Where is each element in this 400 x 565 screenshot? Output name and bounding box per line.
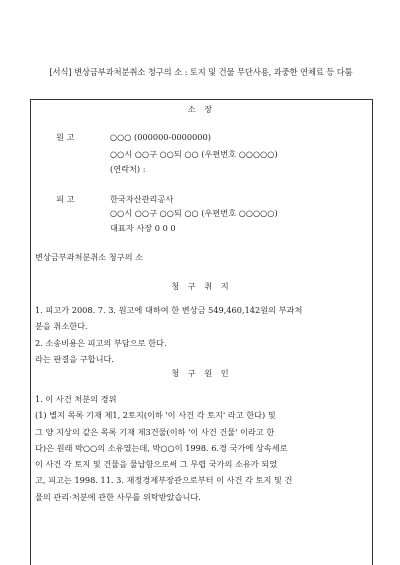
- cause-heading: 청 구 원 인: [171, 368, 232, 378]
- cause-line: 1. 이 사건 처분의 경위: [35, 394, 117, 404]
- plaintiff-contact: (연락처) :: [110, 164, 146, 174]
- claim-heading: 청 구 취 지: [171, 281, 232, 291]
- defendant-name: 한국자산관리공사: [110, 194, 174, 204]
- claim-line: 분을 취소한다.: [35, 321, 88, 332]
- cause-body: [35, 391, 355, 505]
- cause-line: 그 양 지상의 같은 목록 기재 제3건물(이하 '이 사건 건물' 이라고 한: [35, 426, 275, 437]
- defendant-representative: 대표자 사장 0 0 0: [110, 223, 176, 233]
- plaintiff-name: ○○○ (000000-0000000): [110, 132, 211, 142]
- case-name: 변상금부과처분취소 청구의 소: [35, 252, 144, 262]
- document-title: [서식] 변상금부과처분취소 청구의 소 : 토지 및 건물 무단사용, 과중한 연체료 등 다툼: [49, 67, 353, 77]
- cause-line: 다)은 원래 박○○의 소유였는데, 박○○이 1998. 6.경 국가에 상속세로: [35, 442, 288, 453]
- cause-line: 고, 피고는 1998. 11. 3. 재정경제부장관으로부터 이 사건 각 토지 및 건: [35, 475, 293, 486]
- claim-line: 1. 피고가 2008. 7. 3. 원고에 대하여 한 변상금 549,460,142원의 부과처: [35, 305, 303, 315]
- claim-line: 2. 소송비용은 피고의 부담으로 한다.: [35, 337, 167, 348]
- cause-line: (1) 별지 목록 기재 제1, 2토지(이하 '이 사건 각 토지' 라고 한다) 및: [35, 410, 276, 421]
- cause-line: 이 사건 각 토지 및 건물을 물납함으로써 그 무렵 국가의 소유가 되었: [35, 459, 278, 470]
- document-heading: 소 장: [187, 104, 216, 114]
- plaintiff-label: 원 고: [56, 132, 75, 142]
- cause-line: 물의 관리·처분에 관한 사무를 위탁받았습니다.: [35, 491, 201, 502]
- defendant-address: ○○시 ○○구 ○○되 ○○ (우편번호 ○○○○○): [110, 208, 278, 218]
- claim-line: 라는 판결을 구합니다.: [35, 353, 114, 364]
- defendant-label: 피 고: [56, 194, 75, 204]
- plaintiff-address: ○○시 ○○구 ○○되 ○○ (우편번호 ○○○○○): [110, 149, 278, 159]
- claim-body: [35, 302, 355, 367]
